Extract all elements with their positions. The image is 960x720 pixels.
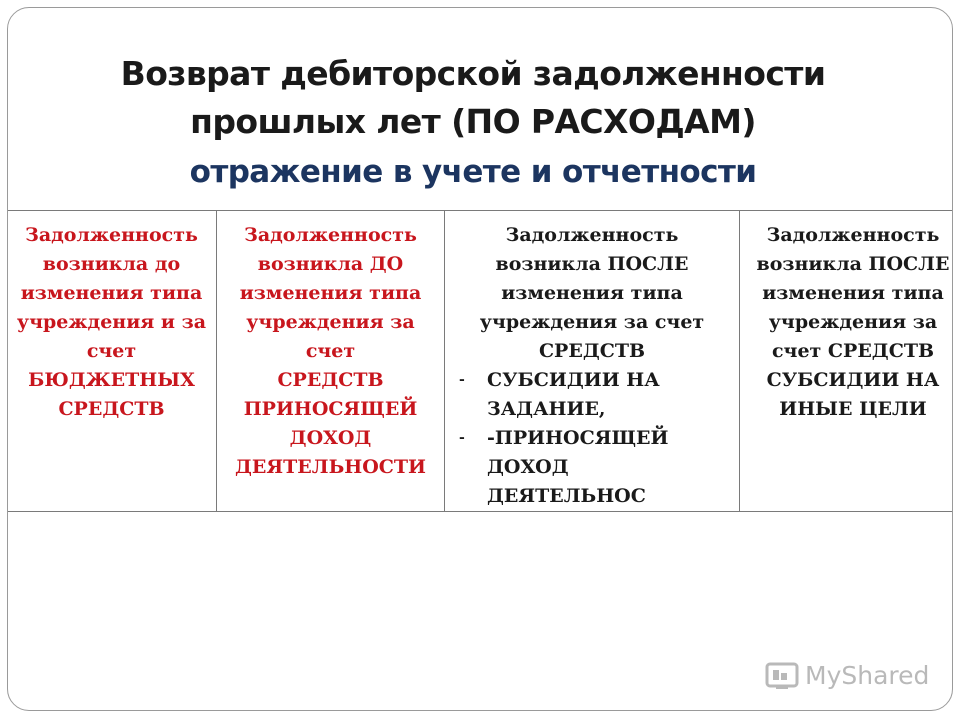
slide-subtitle: отражение в учете и отчетности [189,154,757,190]
column-income-activity [217,211,445,512]
column-income-activity-text: Задолженность возникла ДО изменения типа учреждения за счет СРЕДСТВ ПРИНОСЯЩЕЙ ДОХОД ДЕЯТЕЛЬНОСТИ [235,224,426,478]
column-budget-funds-text: Задолженность возникла до изменения типа учреждения и за счет БЮДЖЕТНЫХ СРЕДСТВ [16,224,207,420]
watermark [765,655,929,695]
column-after-change-subsidy-task [445,211,740,512]
column-after-change-other-subsidy [740,211,954,512]
watermark-text: MyShared [805,660,930,690]
list-item [451,366,733,424]
dash-marker: - [459,372,465,388]
funding-list [451,366,733,511]
dash-marker: - [459,430,465,446]
title-block [8,50,938,198]
column-after-change-other-subsidy-text: Задолженность возникла ПОСЛЕ изменения типа учреждения за счет СРЕДСТВ СУБСИДИИ НА ИНЫЕ ЦЕЛИ [756,224,950,420]
column-budget-funds [7,211,217,512]
myshared-logo-icon [765,658,799,692]
list-item-text: СУБСИДИИ НА ЗАДАНИЕ, [487,369,660,420]
list-item [451,424,733,511]
table-row [7,211,953,512]
slide-title-line-1: Возврат дебиторской задолженности [120,54,826,93]
slide-title-line-2: прошлых лет (ПО РАСХОДАМ) [190,102,756,141]
debt-table [7,210,953,512]
column-after-change-subsidy-task-text: Задолженность возникла ПОСЛЕ изменения типа учреждения за счет СРЕДСТВ [479,224,705,362]
slide-frame [7,7,953,711]
list-item-text: -ПРИНОСЯЩЕЙ ДОХОД ДЕЯТЕЛЬНОС [487,427,669,507]
